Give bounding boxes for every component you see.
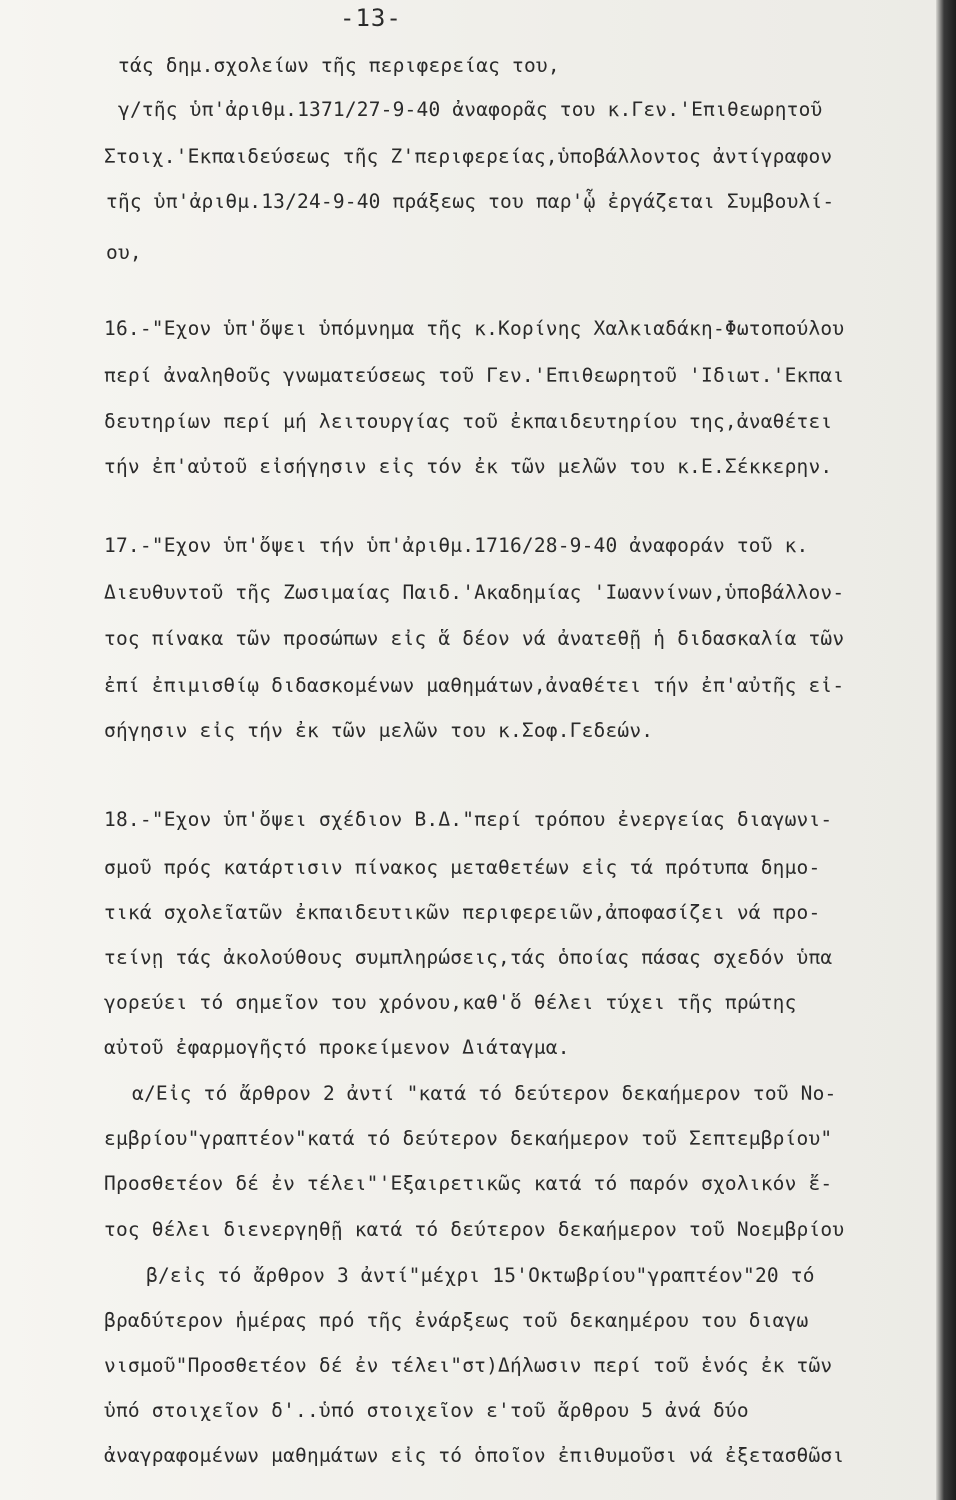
item-b-line: ὑπό στοιχεῖον δ'..ὑπό στοιχεῖον ε'τοῦ ἄρθρου 5 ἀνά δύο (104, 1399, 749, 1422)
paragraph-18-line: γορεύει τό σημεῖον του χρόνου,καθ'ὅ θέλει τύχει τῆς πρώτης (104, 991, 797, 1014)
text-line: ου, (106, 241, 142, 264)
paragraph-16-line: 16.-"Εχον ὑπ'ὄψει ὑπόμνημα τῆς κ.Κορίνης Χαλκιαδάκη-Φωτοπούλου (104, 317, 845, 340)
paragraph-18-line: αὐτοῦ ἐφαρμογῆςτό προκείμενον Διάταγμα. (104, 1036, 570, 1059)
paragraph-17-line: τος πίνακα τῶν προσώπων εἰς ἅ δέον νά ἀνατεθῇ ἡ διδασκαλία τῶν (104, 627, 845, 650)
item-b-line: νισμοῦ"Προσθετέον δέ ἐν τέλει"στ)Δήλωσιν περί τοῦ ἑνός ἐκ τῶν (104, 1354, 833, 1377)
scan-page-edge (936, 0, 956, 1500)
paragraph-16-line: τήν ἐπ'αὐτοῦ εἰσήγησιν εἰς τόν ἐκ τῶν μελῶν του κ.Ε.Σέκκερην. (104, 455, 833, 478)
paragraph-17-line: 17.-"Εχον ὑπ'ὄψει τήν ὑπ'ἀριθμ.1716/28-9-40 ἀναφοράν τοῦ κ. (104, 534, 809, 557)
paragraph-17-line: σήγησιν εἰς τήν ἐκ τῶν μελῶν του κ.Σοφ.Γεδεών. (104, 719, 654, 742)
paragraph-18-line: τείνῃ τάς ἀκολούθους συμπληρώσεις,τάς ὁποίας πάσας σχεδόν ὑπα (104, 946, 833, 969)
item-b-line: β/εἰς τό ἄρθρον 3 ἀντί"μέχρι 15'Οκτωβρίου"γραπτέον"20 τό (146, 1264, 815, 1287)
page-number: -13- (340, 4, 402, 32)
item-a-line: α/Εἰς τό ἄρθρον 2 ἀντί "κατά τό δεύτερον δεκαήμερον τοῦ Νο- (132, 1082, 837, 1105)
paragraph-17-line: ἐπί ἐπιμισθίῳ διδασκομένων μαθημάτων,ἀναθέτει τήν ἐπ'αὐτῆς εἰ- (104, 674, 845, 697)
paragraph-16-line: δευτηρίων περί μή λειτουργίας τοῦ ἐκπαιδευτηρίου της,ἀναθέτει (104, 410, 833, 433)
item-b-line: ἀναγραφομένων μαθημάτων εἰς τό ὁποῖον ἐπιθυμοῦσι νά ἐξετασθῶσι (104, 1444, 845, 1467)
paragraph-16-line: περί ἀναληθοῦς γνωματεύσεως τοῦ Γεν.'Επιθεωρητοῦ 'Ιδιωτ.'Εκπαι (104, 364, 845, 387)
item-a-line: Προσθετέον δέ ἐν τέλει"'Εξαιρετικῶς κατά τό παρόν σχολικόν ἔ- (104, 1172, 833, 1195)
item-b-line: βραδύτερον ἡμέρας πρό τῆς ἐνάρξεως τοῦ δεκαημέρου του διαγω (104, 1309, 809, 1332)
paragraph-17-line: Διευθυντοῦ τῆς Ζωσιμαίας Παιδ.'Ακαδημίας 'Ιωαννίνων,ὑποβάλλον- (104, 581, 845, 604)
paragraph-18-line: τικά σχολεῖατῶν ἐκπαιδευτικῶν περιφερειῶν,ἀποφασίζει νά προ- (104, 901, 821, 924)
item-a-line: εμβρίου"γραπτέον"κατά τό δεύτερον δεκαήμερον τοῦ Σεπτεμβρίου" (104, 1127, 833, 1150)
paragraph-18-line: 18.-"Εχον ὑπ'ὄψει σχέδιον Β.Δ."περί τρόπου ἐνεργείας διαγωνι- (104, 808, 833, 831)
text-line: τῆς ὑπ'ἀριθμ.13/24-9-40 πράξεως του παρ'ᾧ ἐργάζεται Συμβουλί- (106, 190, 835, 213)
paragraph-18-line: σμοῦ πρός κατάρτισιν πίνακος μεταθετέων εἰς τά πρότυπα δημο- (104, 856, 821, 879)
text-line: γ/τῆς ὑπ'ἀριθμ.1371/27-9-40 ἀναφορᾶς του κ.Γεν.'Επιθεωρητοῦ (118, 98, 823, 121)
item-a-line: τος θέλει διενεργηθῇ κατά τό δεύτερον δεκαήμερον τοῦ Νοεμβρίου (104, 1218, 845, 1241)
text-line: τάς δημ.σχολείων τῆς περιφερείας του, (118, 54, 560, 77)
text-line: Στοιχ.'Εκπαιδεύσεως τῆς Ζ'περιφερείας,ὑποβάλλοντος ἀντίγραφον (104, 145, 833, 168)
